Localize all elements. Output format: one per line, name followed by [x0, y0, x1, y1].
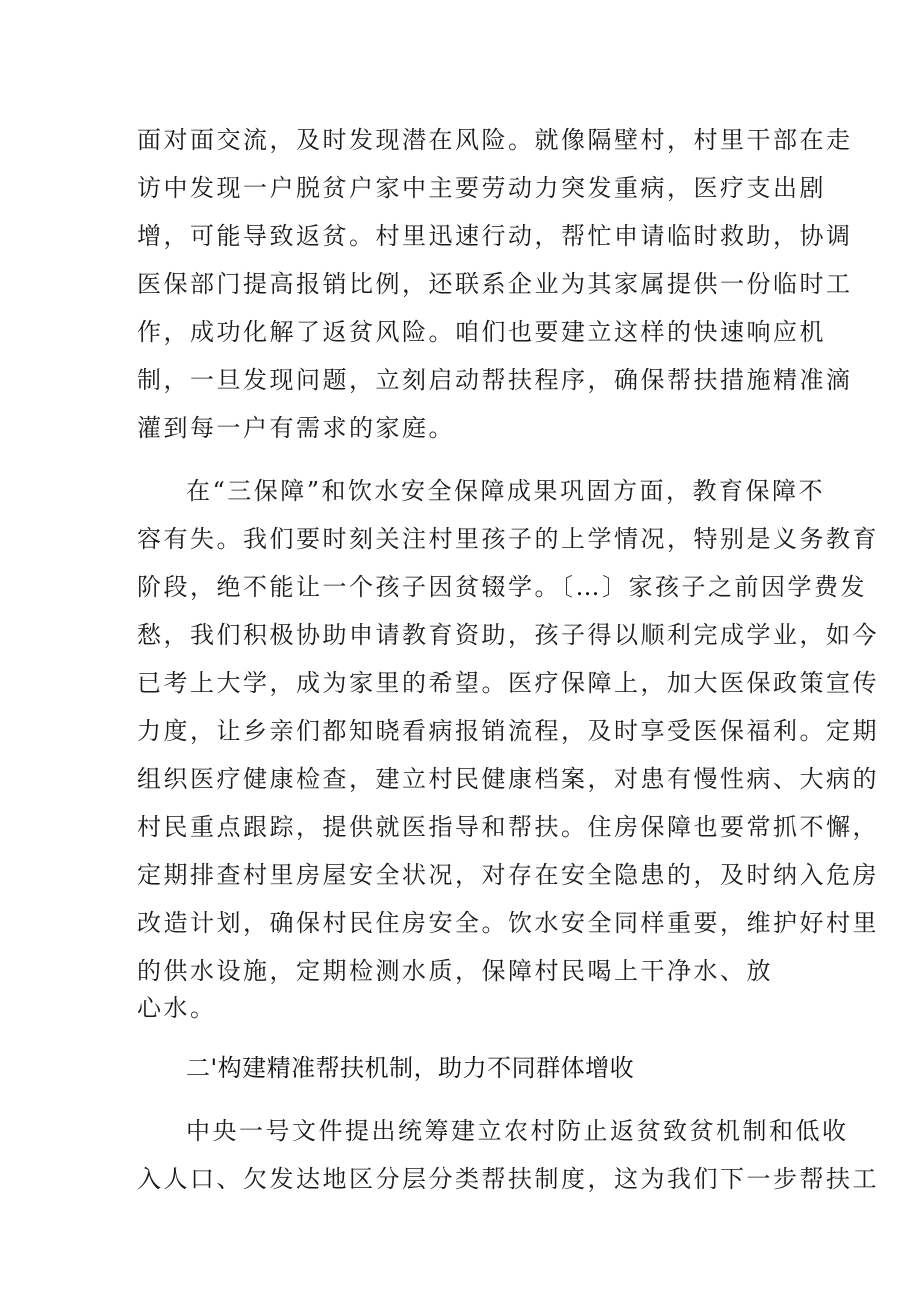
paragraph2-line: 已考上大学，成为家里的希望。医疗保障上，加大医保政策宣传	[137, 669, 879, 697]
paragraph2-line: 组织医疗健康检查，建立村民健康档案，对患有慢性病、大病的	[137, 765, 879, 793]
paragraph1-line: 增，可能导致返贫。村里迅速行动，帮忙申请临时救助，协调	[137, 222, 853, 250]
paragraph1-line: 面对面交流，及时发现潜在风险。就像隔壁村，村里干部在走	[137, 126, 853, 154]
paragraph1-line: 访中发现一户脱贫户家中主要劳动力突发重病，医疗支出剧	[137, 174, 826, 202]
paragraph2-line: 在“三保障”和饮水安全保障成果巩固方面，教育保障不	[186, 477, 826, 505]
paragraph2-line: 阶段，绝不能让一个孩子因贫辍学。〔…〕家孩子之前因学费发	[137, 573, 867, 601]
paragraph1-line: 医保部门提高报销比例，还联系企业为其家属提供一份临时工	[137, 270, 853, 298]
paragraph2-line: 心水。	[137, 994, 217, 1022]
paragraph2-line: 愁，我们积极协助申请教育资助，孩子得以顺利完成学业，如今	[137, 621, 879, 649]
section-heading: 二'构建精准帮扶机制，助力不同群体增收	[186, 1054, 635, 1082]
paragraph2-line: 定期排查村里房屋安全状况，对存在安全隐患的，及时纳入危房	[137, 861, 879, 889]
paragraph2-line: 村民重点跟踪，提供就医指导和帮扶。住房保障也要常抓不懈，	[137, 813, 879, 841]
paragraph2-line: 容有失。我们要时刻关注村里孩子的上学情况，特别是义务教育	[137, 525, 879, 553]
paragraph1-line: 灌到每一户有需求的家庭。	[137, 414, 455, 442]
paragraph2-line: 力度，让乡亲们都知晓看病报销流程，及时享受医保福利。定期	[137, 717, 879, 745]
paragraph3-line: 中央一号文件提出统筹建立农村防止返贫致贫机制和低收	[186, 1117, 849, 1145]
paragraph3-line: 入人口、欠发达地区分层分类帮扶制度，这为我们下一步帮扶工	[137, 1165, 879, 1193]
paragraph1-line: 制，一旦发现问题，立刻启动帮扶程序，确保帮扶措施精准滴	[137, 366, 853, 394]
paragraph2-line: 改造计划，确保村民住房安全。饮水安全同样重要，维护好村里	[137, 909, 879, 937]
paragraph2-line: 的供水设施，定期检测水质，保障村民喝上干净水、放	[137, 957, 773, 985]
paragraph1-line: 作，成功化解了返贫风险。咱们也要建立这样的快速响应机	[137, 318, 826, 346]
